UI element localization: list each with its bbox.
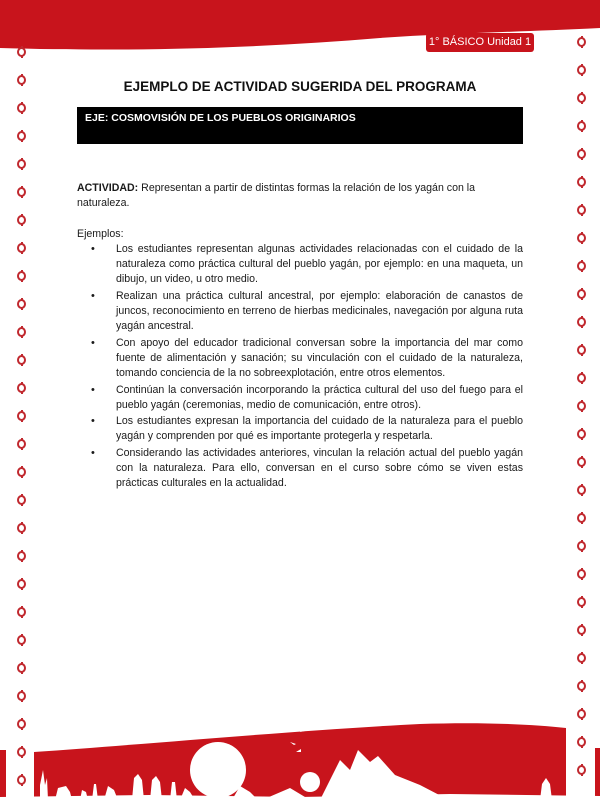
left-ornament-column (14, 0, 28, 800)
right-ornament-column (574, 0, 588, 800)
diamond-ring-icon (17, 551, 26, 561)
diamond-ring-icon (17, 579, 26, 589)
diamond-ring-icon (577, 429, 586, 439)
diamond-ring-icon (577, 597, 586, 607)
diamond-ring-icon (577, 177, 586, 187)
list-item: • Continúan la conversación incorporando la práctica cultural del uso del fuego para el pueblo yagán (ceremonias, medio de comunicación, entre otros). (77, 383, 523, 414)
diamond-ring-icon (577, 401, 586, 411)
diamond-ring-icon (577, 485, 586, 495)
diamond-ring-icon (17, 663, 26, 673)
diamond-ring-icon (17, 495, 26, 505)
diamond-ring-icon (577, 65, 586, 75)
eje-label: EJE: COSMOVISIÓN DE LOS PUEBLOS ORIGINARIOS (85, 112, 356, 124)
activity-paragraph (77, 181, 523, 212)
list-item: • Con apoyo del educador tradicional conversan sobre la importancia del mar como fuente de alimentación y sanación; su vinculación con el cuidado de la naturaleza, tomando conciencia de la no sobreexplotación, entre otros elementos. (77, 336, 523, 382)
diamond-ring-icon (17, 159, 26, 169)
diamond-ring-icon (577, 289, 586, 299)
list-item: • Considerando las actividades anteriores, vinculan la relación actual del pueblo yagán con la naturaleza. Para ello, conversan en el curso sobre cómo se viven estas prácticas culturales en la actualidad. (77, 446, 523, 492)
diamond-ring-icon (17, 523, 26, 533)
page-title: EJEMPLO DE ACTIVIDAD SUGERIDA DEL PROGRAMA (123, 79, 477, 94)
diamond-ring-icon (17, 131, 26, 141)
diamond-ring-icon (577, 37, 586, 47)
diamond-ring-icon (17, 607, 26, 617)
diamond-ring-icon (17, 411, 26, 421)
diamond-ring-icon (577, 569, 586, 579)
document-body (77, 181, 523, 493)
diamond-ring-icon (577, 317, 586, 327)
diamond-ring-icon (17, 439, 26, 449)
list-item: • Los estudiantes expresan la importancia del cuidado de la naturaleza para el pueblo yagán y comprenden por qué es importante protegerla y respetarla. (77, 414, 523, 445)
diamond-ring-icon (17, 355, 26, 365)
diamond-ring-icon (577, 513, 586, 523)
diamond-ring-icon (17, 243, 26, 253)
diamond-ring-icon (17, 383, 26, 393)
examples-label: Ejemplos: (77, 227, 124, 240)
diamond-ring-icon (17, 103, 26, 113)
list-item: • Los estudiantes representan algunas actividades relacionadas con el cuidado de la naturaleza como práctica cultural del pueblo yagán, por ejemplo: en una maqueta, un dibujo, un video, u otro medio. (77, 242, 523, 288)
diamond-ring-icon (17, 327, 26, 337)
diamond-ring-icon (17, 215, 26, 225)
diamond-ring-icon (577, 93, 586, 103)
diamond-ring-icon (17, 467, 26, 477)
eje-bar (77, 107, 523, 144)
diamond-ring-icon (577, 373, 586, 383)
diamond-ring-icon (577, 121, 586, 131)
activity-text: Representan a partir de distintas formas la relación de los yagán con la naturaleza. (77, 182, 476, 210)
diamond-ring-icon (17, 635, 26, 645)
diamond-ring-icon (577, 653, 586, 663)
activity-label: ACTIVIDAD: (77, 182, 139, 194)
diamond-ring-icon (577, 541, 586, 551)
diamond-ring-icon (577, 457, 586, 467)
diamond-ring-icon (17, 47, 26, 57)
diamond-ring-icon (577, 149, 586, 159)
diamond-ring-icon (577, 261, 586, 271)
diamond-ring-icon (577, 233, 586, 243)
diamond-ring-icon (17, 187, 26, 197)
diamond-ring-icon (577, 625, 586, 635)
diamond-ring-icon (17, 271, 26, 281)
diamond-ring-icon (577, 681, 586, 691)
landscape-silhouette-banner (0, 700, 600, 800)
diamond-ring-icon (577, 345, 586, 355)
list-item: • Realizan una práctica cultural ancestral, por ejemplo: elaboración de canastos de juncos, reconocimiento en terreno de hierbas medicinales, navegación por alguna ruta yagán ancestral. (77, 289, 523, 335)
diamond-ring-icon (17, 299, 26, 309)
examples-list (77, 242, 523, 492)
diamond-ring-icon (577, 205, 586, 215)
unit-badge: 1° BÁSICO Unidad 1 (426, 33, 534, 52)
